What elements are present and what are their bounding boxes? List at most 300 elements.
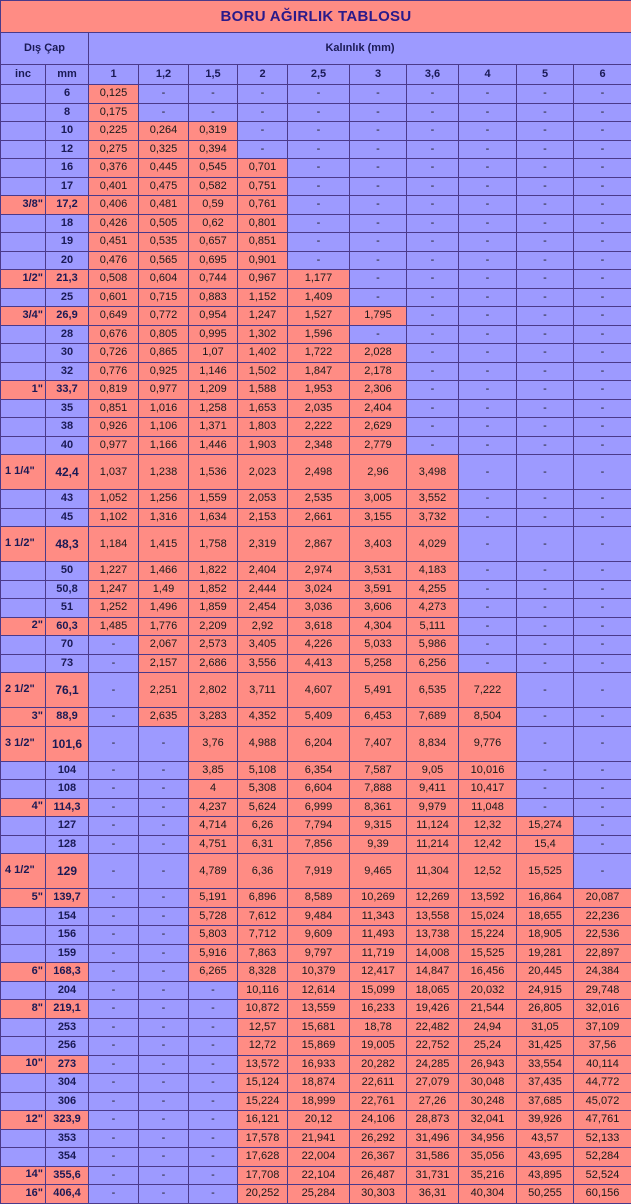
table-row: [1, 344, 631, 363]
weight-cell: 9,411: [407, 780, 459, 799]
table-row: [1, 103, 631, 122]
inch-cell: [1, 177, 46, 196]
weight-cell: -: [189, 1111, 238, 1130]
weight-cell: 1,847: [288, 362, 350, 381]
weight-cell: -: [89, 854, 139, 889]
weight-cell: 6,256: [407, 654, 459, 673]
weight-cell: 0,901: [238, 251, 288, 270]
weight-cell: 5,308: [238, 780, 288, 799]
weight-cell: -: [574, 798, 631, 817]
weight-cell: 6,354: [288, 761, 350, 780]
mm-cell: 43: [46, 490, 89, 509]
weight-cell: 3,591: [350, 580, 407, 599]
mm-cell: 50,8: [46, 580, 89, 599]
mm-cell: 101,6: [46, 726, 89, 761]
weight-cell: 1,227: [89, 562, 139, 581]
weight-cell: -: [89, 1148, 139, 1167]
weight-cell: 0,475: [139, 177, 189, 196]
weight-cell: -: [517, 580, 574, 599]
weight-cell: 37,435: [517, 1074, 574, 1093]
mm-cell: 76,1: [46, 673, 89, 708]
weight-cell: 1,415: [139, 527, 189, 562]
weight-cell: 30,048: [459, 1074, 517, 1093]
weight-cell: -: [517, 761, 574, 780]
weight-cell: -: [517, 599, 574, 618]
weight-cell: 47,761: [574, 1111, 631, 1130]
weight-cell: 11,048: [459, 798, 517, 817]
weight-cell: -: [407, 196, 459, 215]
mm-cell: 304: [46, 1074, 89, 1093]
weight-cell: -: [89, 761, 139, 780]
weight-cell: 3,405: [238, 636, 288, 655]
weight-cell: 14,008: [407, 944, 459, 963]
weight-cell: -: [459, 599, 517, 618]
weight-cell: -: [238, 103, 288, 122]
weight-cell: 18,874: [288, 1074, 350, 1093]
weight-cell: 1,016: [139, 399, 189, 418]
table-row: [1, 562, 631, 581]
weight-cell: 5,108: [238, 761, 288, 780]
weight-cell: 6,604: [288, 780, 350, 799]
weight-cell: -: [89, 817, 139, 836]
weight-cell: 5,111: [407, 617, 459, 636]
inch-cell: 3/4": [1, 307, 46, 326]
mm-cell: 10: [46, 122, 89, 141]
table-row: [1, 617, 631, 636]
weight-cell: 30,248: [459, 1092, 517, 1111]
weight-cell: -: [574, 307, 631, 326]
weight-cell: -: [189, 1166, 238, 1185]
weight-cell: -: [574, 508, 631, 527]
inch-cell: 6": [1, 963, 46, 982]
table-row: [1, 1166, 631, 1185]
weight-cell: 1,527: [288, 307, 350, 326]
inch-cell: [1, 85, 46, 104]
table-row: [1, 288, 631, 307]
weight-cell: 39,926: [517, 1111, 574, 1130]
mm-cell: 17,2: [46, 196, 89, 215]
weight-cell: 0,851: [238, 233, 288, 252]
inch-cell: 8": [1, 1000, 46, 1019]
weight-cell: 0,819: [89, 381, 139, 400]
weight-cell: 16,121: [238, 1111, 288, 1130]
mm-cell: 26,9: [46, 307, 89, 326]
weight-cell: 4,255: [407, 580, 459, 599]
weight-cell: 0,967: [238, 270, 288, 289]
inch-cell: 2": [1, 617, 46, 636]
weight-cell: -: [288, 122, 350, 141]
table-row: [1, 1092, 631, 1111]
weight-cell: 4,273: [407, 599, 459, 618]
weight-cell: -: [517, 251, 574, 270]
mm-cell: 42,4: [46, 455, 89, 490]
weight-cell: 7,712: [238, 926, 288, 945]
weight-cell: 1,052: [89, 490, 139, 509]
weight-cell: -: [574, 490, 631, 509]
weight-cell: 25,24: [459, 1037, 517, 1056]
weight-cell: -: [407, 214, 459, 233]
weight-cell: 16,933: [288, 1055, 350, 1074]
inch-cell: 1 1/4": [1, 455, 46, 490]
weight-cell: 0,865: [139, 344, 189, 363]
weight-cell: -: [288, 177, 350, 196]
weight-cell: -: [574, 599, 631, 618]
weight-cell: -: [89, 1111, 139, 1130]
weight-cell: -: [459, 159, 517, 178]
weight-cell: -: [139, 1185, 189, 1204]
weight-cell: -: [350, 140, 407, 159]
weight-cell: 3,005: [350, 490, 407, 509]
mm-cell: 168,3: [46, 963, 89, 982]
weight-cell: 8,504: [459, 708, 517, 727]
weight-cell: -: [459, 140, 517, 159]
inch-cell: [1, 288, 46, 307]
weight-cell: 1,49: [139, 580, 189, 599]
inch-cell: 3": [1, 708, 46, 727]
inch-cell: 10": [1, 1055, 46, 1074]
weight-cell: -: [517, 527, 574, 562]
weight-cell: 9,465: [350, 854, 407, 889]
weight-cell: 7,856: [288, 835, 350, 854]
weight-cell: 0,715: [139, 288, 189, 307]
weight-cell: 10,379: [288, 963, 350, 982]
weight-cell: 1,209: [189, 381, 238, 400]
weight-cell: 0,977: [89, 436, 139, 455]
weight-cell: -: [189, 1185, 238, 1204]
weight-cell: 2,251: [139, 673, 189, 708]
weight-cell: 0,175: [89, 103, 139, 122]
weight-cell: 18,655: [517, 907, 574, 926]
weight-cell: 12,72: [238, 1037, 288, 1056]
mm-cell: 104: [46, 761, 89, 780]
mm-cell: 25: [46, 288, 89, 307]
inch-cell: 2 1/2": [1, 673, 46, 708]
table-row: [1, 963, 631, 982]
weight-cell: 13,572: [238, 1055, 288, 1074]
weight-cell: -: [517, 436, 574, 455]
mm-cell: 60,3: [46, 617, 89, 636]
table-row: [1, 654, 631, 673]
weight-cell: -: [238, 85, 288, 104]
table-row: [1, 140, 631, 159]
table-row: [1, 835, 631, 854]
inch-cell: [1, 835, 46, 854]
weight-cell: 33,554: [517, 1055, 574, 1074]
inch-cell: 1/2": [1, 270, 46, 289]
weight-cell: 5,191: [189, 889, 238, 908]
mm-cell: 129: [46, 854, 89, 889]
table-row: [1, 307, 631, 326]
weight-cell: 26,367: [350, 1148, 407, 1167]
thickness-col-header: 1,5: [189, 65, 238, 85]
weight-cell: -: [459, 122, 517, 141]
weight-cell: 2,053: [238, 490, 288, 509]
weight-cell: 1,166: [139, 436, 189, 455]
weight-cell: 1,496: [139, 599, 189, 618]
weight-cell: 15,525: [517, 854, 574, 889]
weight-cell: 1,485: [89, 617, 139, 636]
inch-cell: [1, 654, 46, 673]
mm-cell: 154: [46, 907, 89, 926]
weight-cell: 5,033: [350, 636, 407, 655]
weight-cell: -: [407, 362, 459, 381]
weight-cell: 1,758: [189, 527, 238, 562]
weight-cell: 52,284: [574, 1148, 631, 1167]
inch-cell: [1, 780, 46, 799]
weight-cell: 4,226: [288, 636, 350, 655]
weight-cell: 15,274: [517, 817, 574, 836]
weight-cell: 43,895: [517, 1166, 574, 1185]
inch-cell: 16": [1, 1185, 46, 1204]
weight-cell: 31,425: [517, 1037, 574, 1056]
weight-cell: -: [574, 362, 631, 381]
thickness-col-header: 2,5: [288, 65, 350, 85]
weight-cell: -: [350, 196, 407, 215]
weight-cell: 50,255: [517, 1185, 574, 1204]
weight-cell: -: [574, 399, 631, 418]
weight-cell: 34,956: [459, 1129, 517, 1148]
weight-cell: 19,426: [407, 1000, 459, 1019]
table-row: [1, 455, 631, 490]
weight-cell: -: [459, 103, 517, 122]
inch-cell: [1, 325, 46, 344]
weight-cell: -: [350, 270, 407, 289]
weight-cell: 5,916: [189, 944, 238, 963]
weight-cell: 0,62: [189, 214, 238, 233]
weight-cell: -: [459, 562, 517, 581]
weight-cell: 4,789: [189, 854, 238, 889]
weight-cell: 4,607: [288, 673, 350, 708]
weight-cell: -: [517, 214, 574, 233]
mm-cell: 45: [46, 508, 89, 527]
inch-cell: [1, 1074, 46, 1093]
mm-cell: 6: [46, 85, 89, 104]
weight-cell: -: [350, 85, 407, 104]
table-row: [1, 490, 631, 509]
weight-cell: 2,498: [288, 455, 350, 490]
table-row: [1, 817, 631, 836]
weight-cell: -: [350, 177, 407, 196]
weight-cell: 15,224: [238, 1092, 288, 1111]
weight-cell: 0,977: [139, 381, 189, 400]
mm-cell: 353: [46, 1129, 89, 1148]
weight-cell: -: [89, 726, 139, 761]
table-row: [1, 270, 631, 289]
weight-cell: 1,102: [89, 508, 139, 527]
inch-column-header: inc: [1, 65, 46, 85]
mm-cell: 32: [46, 362, 89, 381]
weight-cell: -: [407, 344, 459, 363]
weight-cell: -: [139, 761, 189, 780]
weight-cell: -: [139, 926, 189, 945]
weight-cell: 1,177: [288, 270, 350, 289]
weight-cell: 40,114: [574, 1055, 631, 1074]
weight-cell: -: [407, 159, 459, 178]
weight-cell: -: [407, 381, 459, 400]
weight-cell: 28,873: [407, 1111, 459, 1130]
weight-cell: 0,535: [139, 233, 189, 252]
weight-cell: 1,859: [189, 599, 238, 618]
mm-cell: 51: [46, 599, 89, 618]
mm-cell: 159: [46, 944, 89, 963]
weight-cell: 2,222: [288, 418, 350, 437]
weight-cell: 3,403: [350, 527, 407, 562]
weight-cell: 15,681: [288, 1018, 350, 1037]
weight-cell: -: [89, 1055, 139, 1074]
weight-cell: 18,999: [288, 1092, 350, 1111]
weight-cell: 1,371: [189, 418, 238, 437]
weight-cell: 0,582: [189, 177, 238, 196]
thickness-col-header: 3: [350, 65, 407, 85]
inch-cell: 12": [1, 1111, 46, 1130]
weight-cell: -: [139, 854, 189, 889]
weight-cell: 15,124: [238, 1074, 288, 1093]
weight-cell: 0,776: [89, 362, 139, 381]
weight-cell: -: [89, 889, 139, 908]
weight-cell: -: [139, 1092, 189, 1111]
weight-cell: 15,024: [459, 907, 517, 926]
weight-cell: -: [517, 233, 574, 252]
weight-cell: 1,446: [189, 436, 238, 455]
weight-cell: 2,028: [350, 344, 407, 363]
weight-cell: 1,903: [238, 436, 288, 455]
weight-cell: 24,285: [407, 1055, 459, 1074]
weight-cell: 0,565: [139, 251, 189, 270]
table-row: [1, 325, 631, 344]
weight-cell: 7,794: [288, 817, 350, 836]
thickness-col-header: 6: [574, 65, 631, 85]
weight-cell: 14,847: [407, 963, 459, 982]
weight-cell: 0,376: [89, 159, 139, 178]
weight-cell: -: [350, 214, 407, 233]
weight-cell: 1,402: [238, 344, 288, 363]
mm-cell: 70: [46, 636, 89, 655]
weight-cell: -: [459, 381, 517, 400]
weight-cell: 2,779: [350, 436, 407, 455]
weight-cell: 0,926: [89, 418, 139, 437]
mm-cell: 273: [46, 1055, 89, 1074]
inch-cell: [1, 344, 46, 363]
weight-cell: -: [459, 288, 517, 307]
weight-cell: 22,752: [407, 1037, 459, 1056]
weight-cell: -: [89, 926, 139, 945]
weight-cell: -: [139, 963, 189, 982]
weight-cell: -: [517, 708, 574, 727]
weight-cell: 1,953: [288, 381, 350, 400]
weight-cell: 7,689: [407, 708, 459, 727]
weight-cell: -: [517, 85, 574, 104]
mm-cell: 306: [46, 1092, 89, 1111]
weight-cell: 27,079: [407, 1074, 459, 1093]
weight-cell: 0,476: [89, 251, 139, 270]
weight-cell: -: [517, 381, 574, 400]
weight-cell: 17,708: [238, 1166, 288, 1185]
weight-cell: 2,348: [288, 436, 350, 455]
weight-cell: 6,36: [238, 854, 288, 889]
weight-cell: -: [517, 159, 574, 178]
weight-cell: -: [574, 726, 631, 761]
weight-cell: -: [459, 490, 517, 509]
inch-cell: 4 1/2": [1, 854, 46, 889]
weight-cell: 3,531: [350, 562, 407, 581]
weight-cell: 7,863: [238, 944, 288, 963]
weight-cell: -: [288, 159, 350, 178]
weight-cell: 0,772: [139, 307, 189, 326]
weight-cell: 29,748: [574, 981, 631, 1000]
inch-cell: 5": [1, 889, 46, 908]
weight-cell: 9,609: [288, 926, 350, 945]
weight-cell: 26,943: [459, 1055, 517, 1074]
weight-cell: 8,361: [350, 798, 407, 817]
weight-cell: 24,106: [350, 1111, 407, 1130]
mm-cell: 19: [46, 233, 89, 252]
weight-cell: 12,614: [288, 981, 350, 1000]
weight-cell: 7,222: [459, 673, 517, 708]
weight-cell: -: [459, 436, 517, 455]
weight-cell: 3,552: [407, 490, 459, 509]
weight-cell: 44,772: [574, 1074, 631, 1093]
weight-cell: 12,52: [459, 854, 517, 889]
weight-cell: 0,225: [89, 122, 139, 141]
weight-cell: -: [459, 362, 517, 381]
weight-cell: -: [517, 562, 574, 581]
weight-cell: 20,032: [459, 981, 517, 1000]
inch-cell: [1, 508, 46, 527]
weight-cell: 4,183: [407, 562, 459, 581]
weight-cell: 19,281: [517, 944, 574, 963]
weight-cell: -: [288, 103, 350, 122]
weight-cell: 11,343: [350, 907, 407, 926]
table-row: [1, 159, 631, 178]
weight-cell: -: [89, 1000, 139, 1019]
weight-cell: 1,252: [89, 599, 139, 618]
outer-diameter-header: Dış Çap: [1, 33, 89, 65]
weight-cell: -: [459, 527, 517, 562]
weight-cell: 35,216: [459, 1166, 517, 1185]
weight-cell: 2,454: [238, 599, 288, 618]
table-row: [1, 1055, 631, 1074]
weight-cell: 25,284: [288, 1185, 350, 1204]
mm-cell: 88,9: [46, 708, 89, 727]
weight-cell: -: [139, 103, 189, 122]
weight-cell: 24,915: [517, 981, 574, 1000]
weight-cell: -: [574, 159, 631, 178]
weight-cell: 0,657: [189, 233, 238, 252]
weight-cell: 13,738: [407, 926, 459, 945]
weight-cell: 21,941: [288, 1129, 350, 1148]
weight-cell: 22,611: [350, 1074, 407, 1093]
table-row: [1, 1129, 631, 1148]
weight-cell: 0,264: [139, 122, 189, 141]
weight-cell: 0,925: [139, 362, 189, 381]
weight-cell: 5,624: [238, 798, 288, 817]
weight-cell: 8,328: [238, 963, 288, 982]
mm-cell: 256: [46, 1037, 89, 1056]
weight-cell: -: [459, 455, 517, 490]
weight-cell: 12,417: [350, 963, 407, 982]
weight-cell: -: [459, 418, 517, 437]
inch-cell: [1, 362, 46, 381]
mm-cell: 156: [46, 926, 89, 945]
mm-cell: 33,7: [46, 381, 89, 400]
weight-cell: 9,315: [350, 817, 407, 836]
weight-cell: 30,303: [350, 1185, 407, 1204]
weight-cell: 15,224: [459, 926, 517, 945]
mm-cell: 21,3: [46, 270, 89, 289]
weight-cell: -: [350, 233, 407, 252]
weight-cell: -: [517, 362, 574, 381]
weight-cell: 4,988: [238, 726, 288, 761]
